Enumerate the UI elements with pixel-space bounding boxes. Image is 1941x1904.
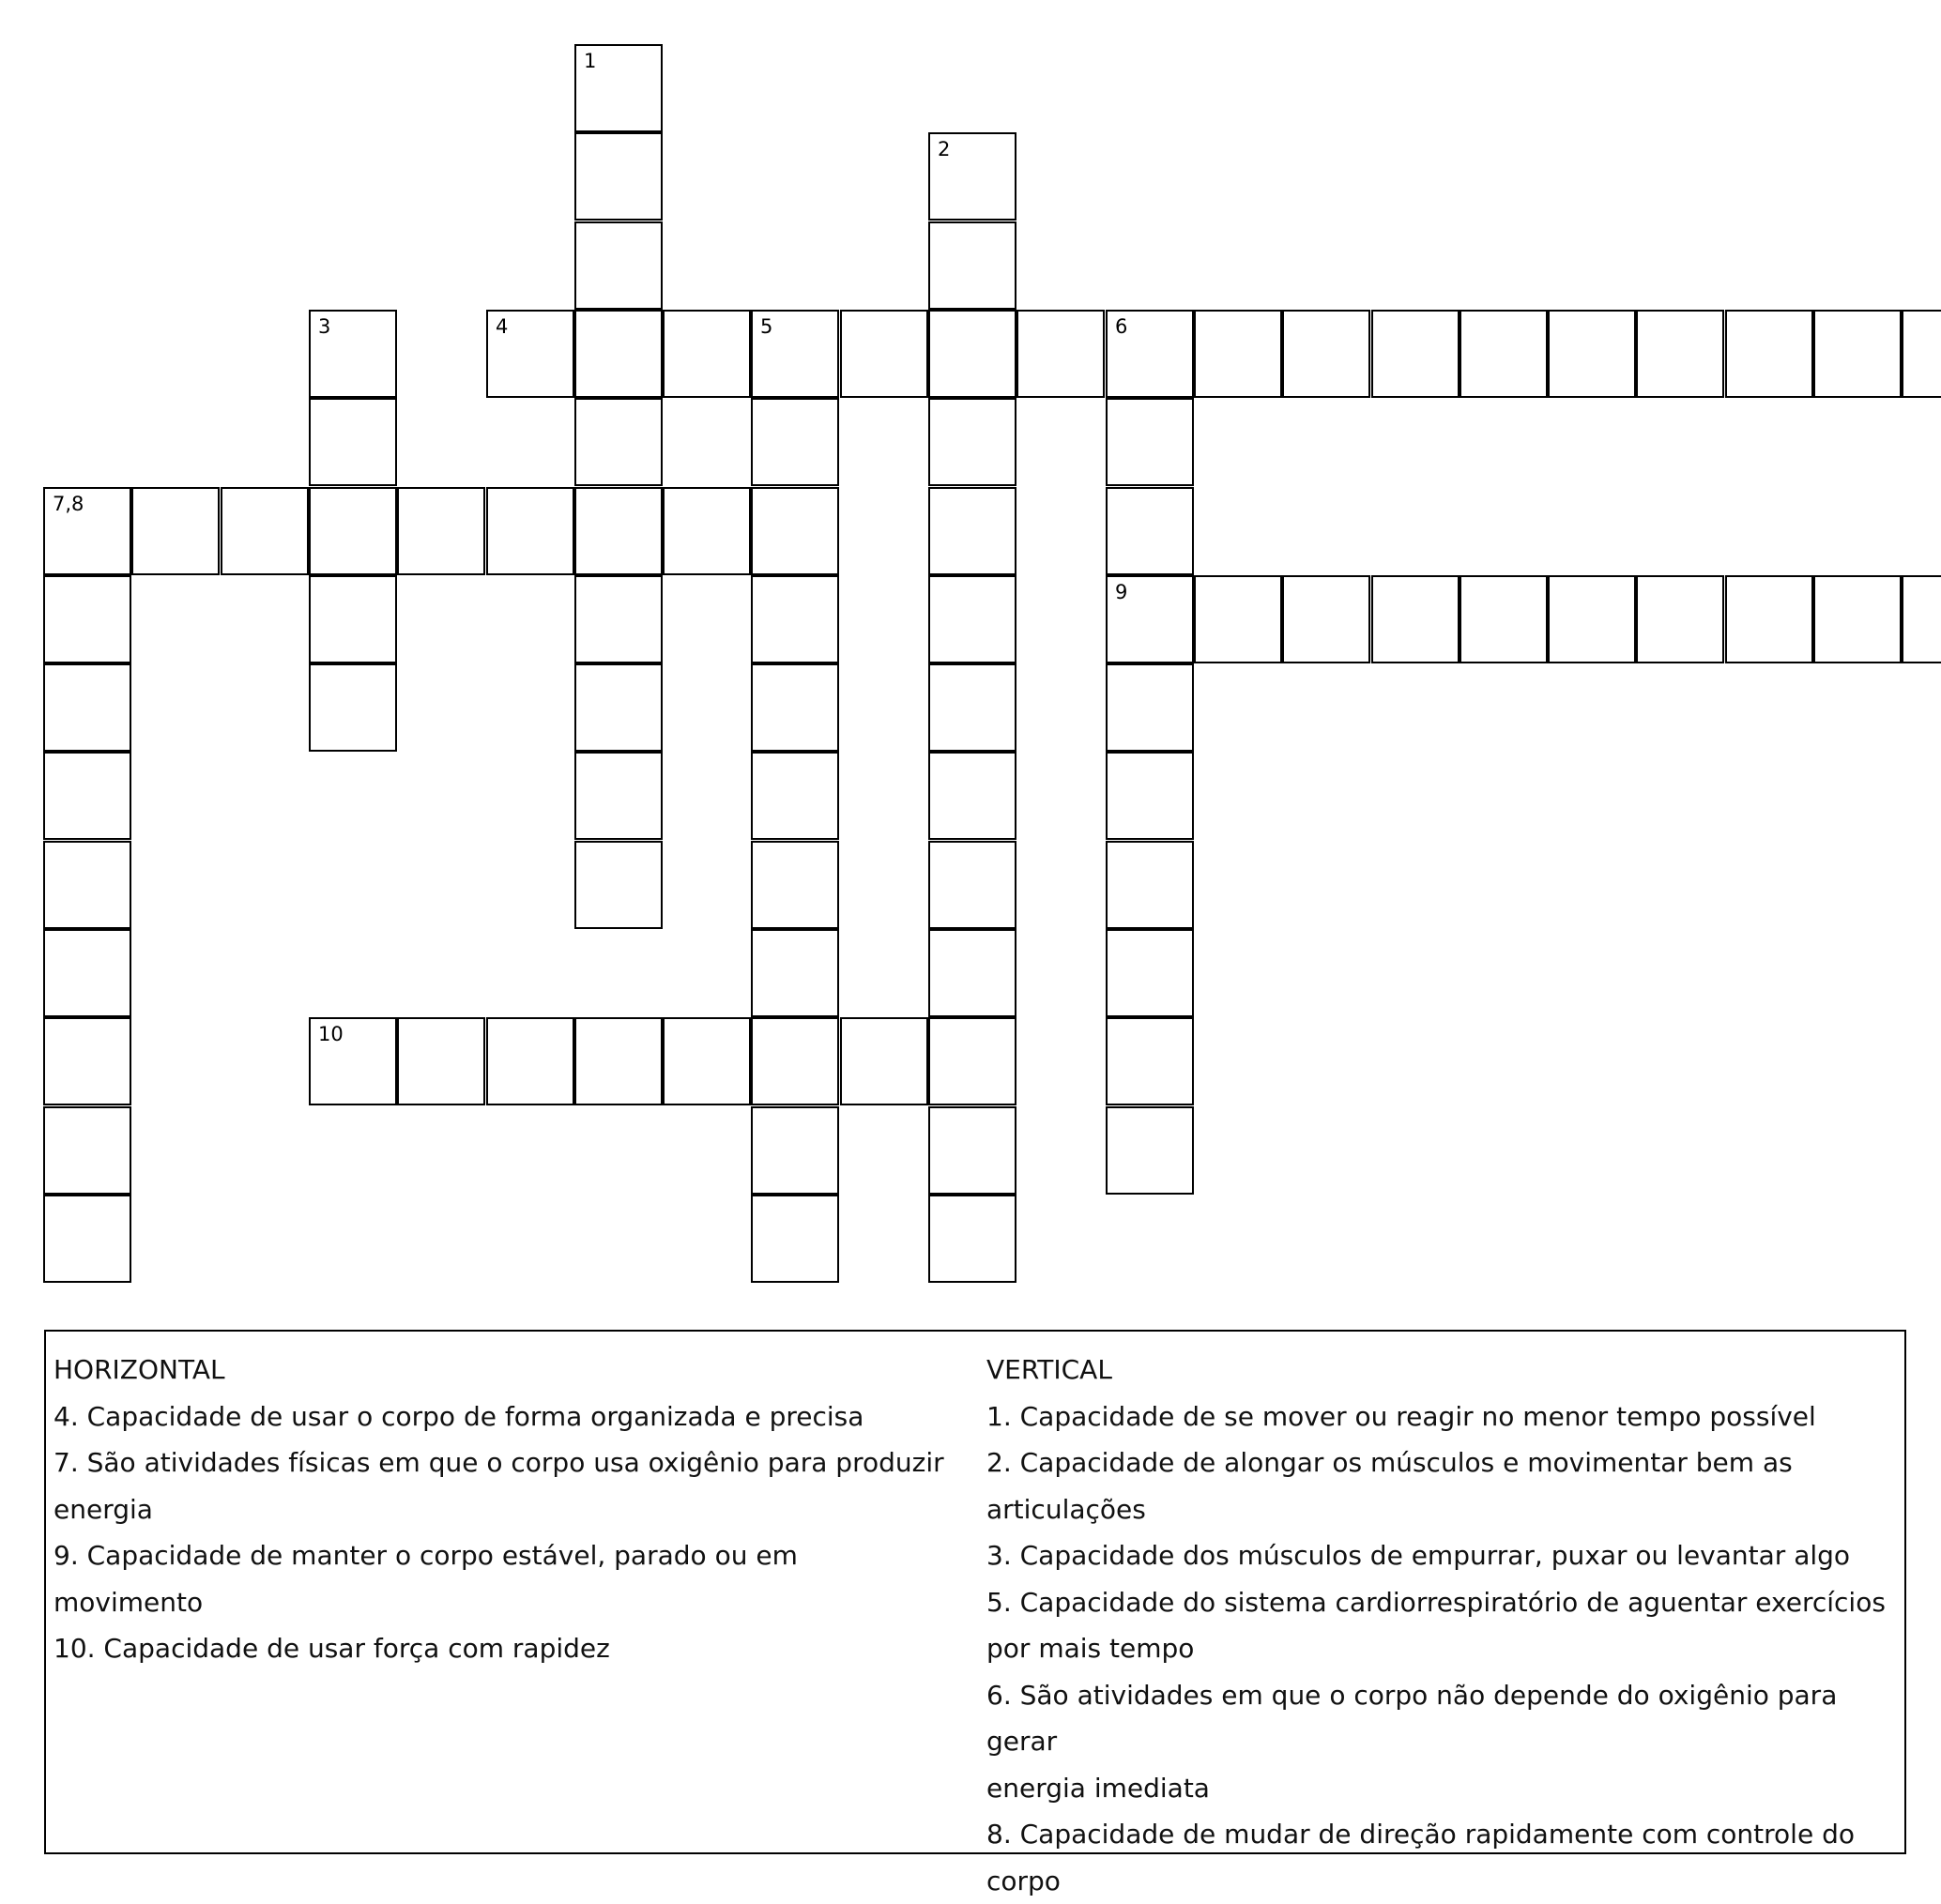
clue-number: 10 (318, 1023, 344, 1045)
crossword-cell[interactable] (1282, 310, 1370, 398)
clue-line: 4. Capacidade de usar o corpo de forma organizada e precisa (53, 1400, 864, 1432)
crossword-cell[interactable] (309, 310, 397, 398)
clues-box (44, 1330, 1906, 1896)
clue-line: 6. São atividades em que o corpo não depende do oxigênio para gerar (986, 1679, 1838, 1757)
crossword-cell[interactable] (928, 929, 1016, 1017)
crossword-cell[interactable] (574, 44, 663, 132)
crossword-cell[interactable] (43, 1017, 131, 1105)
crossword-cell[interactable] (928, 487, 1016, 575)
crossword-cell[interactable] (928, 1195, 1016, 1283)
crossword-cell[interactable] (751, 929, 839, 1017)
crossword-cell[interactable] (1106, 575, 1194, 663)
crossword-cell[interactable] (928, 752, 1016, 840)
crossword-cell[interactable] (751, 1195, 839, 1283)
crossword-cell[interactable] (309, 663, 397, 752)
vertical-title: VERTICAL (986, 1354, 1112, 1385)
crossword-cell[interactable] (840, 310, 928, 398)
clue-number: 6 (1115, 315, 1128, 338)
crossword-cell[interactable] (1106, 310, 1194, 398)
crossword-cell[interactable] (574, 221, 663, 310)
crossword-cell[interactable] (43, 841, 131, 929)
clue-number: 1 (584, 50, 597, 72)
crossword-cell[interactable] (663, 310, 751, 398)
crossword-cell[interactable] (1106, 929, 1194, 1017)
crossword-cell[interactable] (1106, 1106, 1194, 1195)
crossword-cell[interactable] (43, 487, 131, 575)
crossword-cell[interactable] (309, 1017, 397, 1105)
crossword-cell[interactable] (1106, 398, 1194, 486)
crossword-cell[interactable] (43, 663, 131, 752)
crossword-cell[interactable] (43, 929, 131, 1017)
clue-line: 2. Capacidade de alongar os músculos e movimentar bem as (986, 1447, 1793, 1478)
crossword-cell[interactable] (928, 1017, 1016, 1105)
crossword-cell[interactable] (397, 1017, 485, 1105)
crossword-cell[interactable] (1016, 310, 1105, 398)
crossword-cell[interactable] (751, 752, 839, 840)
crossword-cell[interactable] (43, 1106, 131, 1195)
crossword-cell[interactable] (574, 841, 663, 929)
crossword-cell[interactable] (928, 1106, 1016, 1195)
crossword-cell[interactable] (1548, 575, 1636, 663)
clue-line: 1. Capacidade de se mover ou reagir no menor tempo possível (986, 1400, 1816, 1432)
crossword-cell[interactable] (221, 487, 309, 575)
crossword-cell[interactable] (663, 487, 751, 575)
crossword-cell[interactable] (1194, 310, 1282, 398)
clue-line: 3. Capacidade dos músculos de empurrar, puxar ou levantar algo (986, 1540, 1851, 1571)
crossword-cell[interactable] (1194, 575, 1282, 663)
clue-number: 7,8 (53, 493, 84, 515)
crossword-cell[interactable] (1106, 1017, 1194, 1105)
crossword-cell[interactable] (1902, 575, 1941, 663)
crossword-cell[interactable] (928, 575, 1016, 663)
crossword-cell[interactable] (574, 487, 663, 575)
crossword-cell[interactable] (928, 398, 1016, 486)
vertical-clues (986, 1347, 1897, 1904)
crossword-cell[interactable] (43, 1195, 131, 1283)
clue-line: 7. São atividades físicas em que o corpo usa oxigênio para produzir (53, 1447, 944, 1478)
crossword-cell[interactable] (309, 575, 397, 663)
clue-line: por mais tempo (986, 1633, 1195, 1664)
crossword-cell[interactable] (751, 1017, 839, 1105)
clue-line: articulações (986, 1493, 1146, 1525)
clue-number: 9 (1115, 581, 1128, 603)
crossword-cell[interactable] (751, 310, 839, 398)
crossword-cell[interactable] (1460, 575, 1548, 663)
clue-line: 8. Capacidade de mudar de direção rapidamente com controle do corpo (986, 1819, 1855, 1896)
crossword-cell[interactable] (486, 1017, 574, 1105)
crossword-cell[interactable] (309, 398, 397, 486)
crossword-cell[interactable] (574, 398, 663, 486)
crossword-cell[interactable] (928, 310, 1016, 398)
crossword-cell[interactable] (1725, 575, 1813, 663)
crossword-cell[interactable] (131, 487, 220, 575)
crossword-cell[interactable] (751, 398, 839, 486)
crossword-cell[interactable] (574, 1017, 663, 1105)
clue-line: energia (53, 1493, 153, 1525)
clue-line: 10. Capacidade de usar força com rapidez (53, 1633, 610, 1664)
crossword-cell[interactable] (751, 1106, 839, 1195)
crossword-cell[interactable] (928, 221, 1016, 310)
crossword-cell[interactable] (663, 1017, 751, 1105)
clue-line: energia imediata (986, 1772, 1210, 1804)
crossword-cell[interactable] (1636, 575, 1724, 663)
crossword-cell[interactable] (751, 663, 839, 752)
crossword-cell[interactable] (1371, 310, 1460, 398)
crossword-cell[interactable] (1106, 841, 1194, 929)
clue-number: 2 (938, 138, 951, 160)
clue-number: 5 (760, 315, 773, 338)
horizontal-title: HORIZONTAL (53, 1354, 225, 1385)
crossword-cell[interactable] (840, 1017, 928, 1105)
crossword-cell[interactable] (574, 752, 663, 840)
crossword-cell[interactable] (574, 132, 663, 221)
crossword-cell[interactable] (397, 487, 485, 575)
crossword-cell[interactable] (1106, 752, 1194, 840)
crossword-cell[interactable] (928, 663, 1016, 752)
crossword-cell[interactable] (486, 487, 574, 575)
crossword-cell[interactable] (928, 841, 1016, 929)
crossword-cell[interactable] (574, 310, 663, 398)
crossword-cell[interactable] (1106, 487, 1194, 575)
crossword-cell[interactable] (1725, 310, 1813, 398)
crossword-cell[interactable] (751, 841, 839, 929)
crossword-cell[interactable] (1813, 575, 1902, 663)
crossword-cell[interactable] (1371, 575, 1460, 663)
crossword-cell[interactable] (1282, 575, 1370, 663)
crossword-cell[interactable] (1813, 310, 1902, 398)
crossword-cell[interactable] (751, 487, 839, 575)
crossword-cell[interactable] (1902, 310, 1941, 398)
clue-number: 3 (318, 315, 331, 338)
crossword-cell[interactable] (928, 132, 1016, 221)
crossword-cell[interactable] (486, 310, 574, 398)
crossword-cell[interactable] (574, 575, 663, 663)
crossword-cell[interactable] (1460, 310, 1548, 398)
clue-line: 5. Capacidade do sistema cardiorrespiratório de aguentar exercícios (986, 1586, 1886, 1618)
crossword-cell[interactable] (1106, 663, 1194, 752)
crossword-cell[interactable] (1636, 310, 1724, 398)
crossword-cell[interactable] (43, 575, 131, 663)
clue-line: 9. Capacidade de manter o corpo estável, parado ou em movimento (53, 1540, 798, 1618)
crossword-cell[interactable] (574, 663, 663, 752)
crossword-cell[interactable] (309, 487, 397, 575)
horizontal-clues (53, 1347, 955, 1672)
crossword-cell[interactable] (43, 752, 131, 840)
crossword-cell[interactable] (751, 575, 839, 663)
crossword-cell[interactable] (1548, 310, 1636, 398)
clue-number: 4 (496, 315, 509, 338)
